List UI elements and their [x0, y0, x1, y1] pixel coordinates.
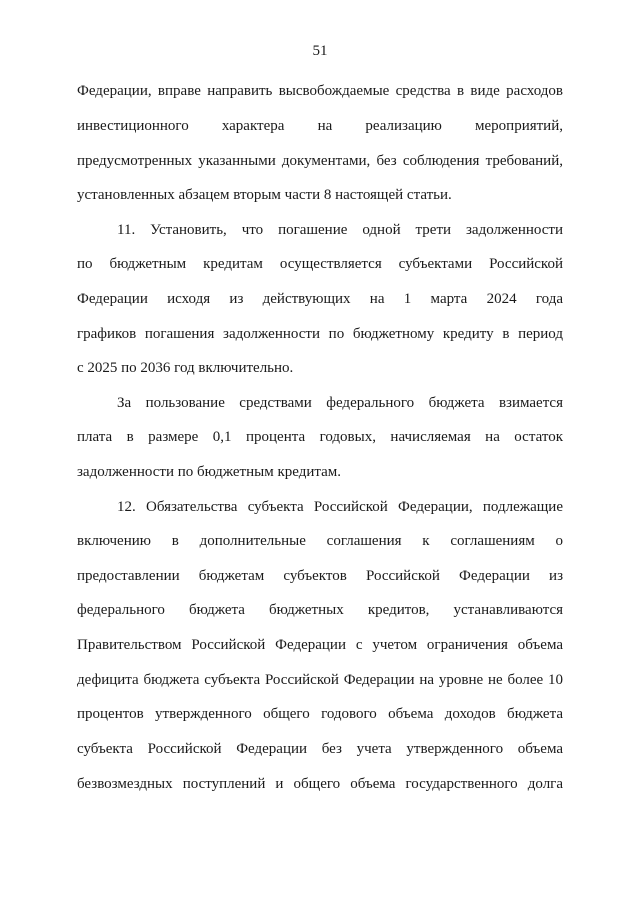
text-line: графиков погашения задолженности по бюджетному кредиту в период — [77, 326, 563, 342]
text-line: предоставлении бюджетам субъектов Российской Федерации из — [77, 568, 563, 584]
page-number: 51 — [312, 43, 328, 59]
text-line: включению в дополнительные соглашения к соглашениям о — [77, 533, 563, 549]
text-line: установленных абзацем вторым части 8 настоящей статьи. — [77, 187, 452, 203]
paragraph-start-line: За пользование средствами федерального бюджета взимается — [117, 395, 563, 411]
text-line: безвозмездных поступлений и общего объема государственного долга — [77, 776, 563, 792]
text-line: дефицита бюджета субъекта Российской Федерации на уровне не более 10 — [77, 672, 563, 688]
paragraph-start-line: 12. Обязательства субъекта Российской Федерации, подлежащие — [117, 499, 563, 515]
text-line: Федерации, вправе направить высвобождаемые средства в виде расходов — [77, 83, 563, 99]
text-line: плата в размере 0,1 процента годовых, начисляемая на остаток — [77, 429, 563, 445]
text-line: Федерации исходя из действующих на 1 марта 2024 года — [77, 291, 563, 307]
text-line: федерального бюджета бюджетных кредитов, устанавливаются — [77, 602, 563, 618]
text-line: субъекта Российской Федерации без учета утвержденного объема — [77, 741, 563, 757]
paragraph-start-line: 11. Установить, что погашение одной трети задолженности — [117, 222, 563, 238]
text-line: процентов утвержденного общего годового объема доходов бюджета — [77, 706, 563, 722]
text-line: по бюджетным кредитам осуществляется субъектами Российской — [77, 256, 563, 272]
text-line: Правительством Российской Федерации с учетом ограничения объема — [77, 637, 563, 653]
text-line: с 2025 по 2036 год включительно. — [77, 360, 294, 376]
text-line: предусмотренных указанными документами, без соблюдения требований, — [77, 153, 563, 169]
text-line: задолженности по бюджетным кредитам. — [77, 464, 342, 480]
text-line: инвестиционного характера на реализацию мероприятий, — [77, 118, 563, 134]
